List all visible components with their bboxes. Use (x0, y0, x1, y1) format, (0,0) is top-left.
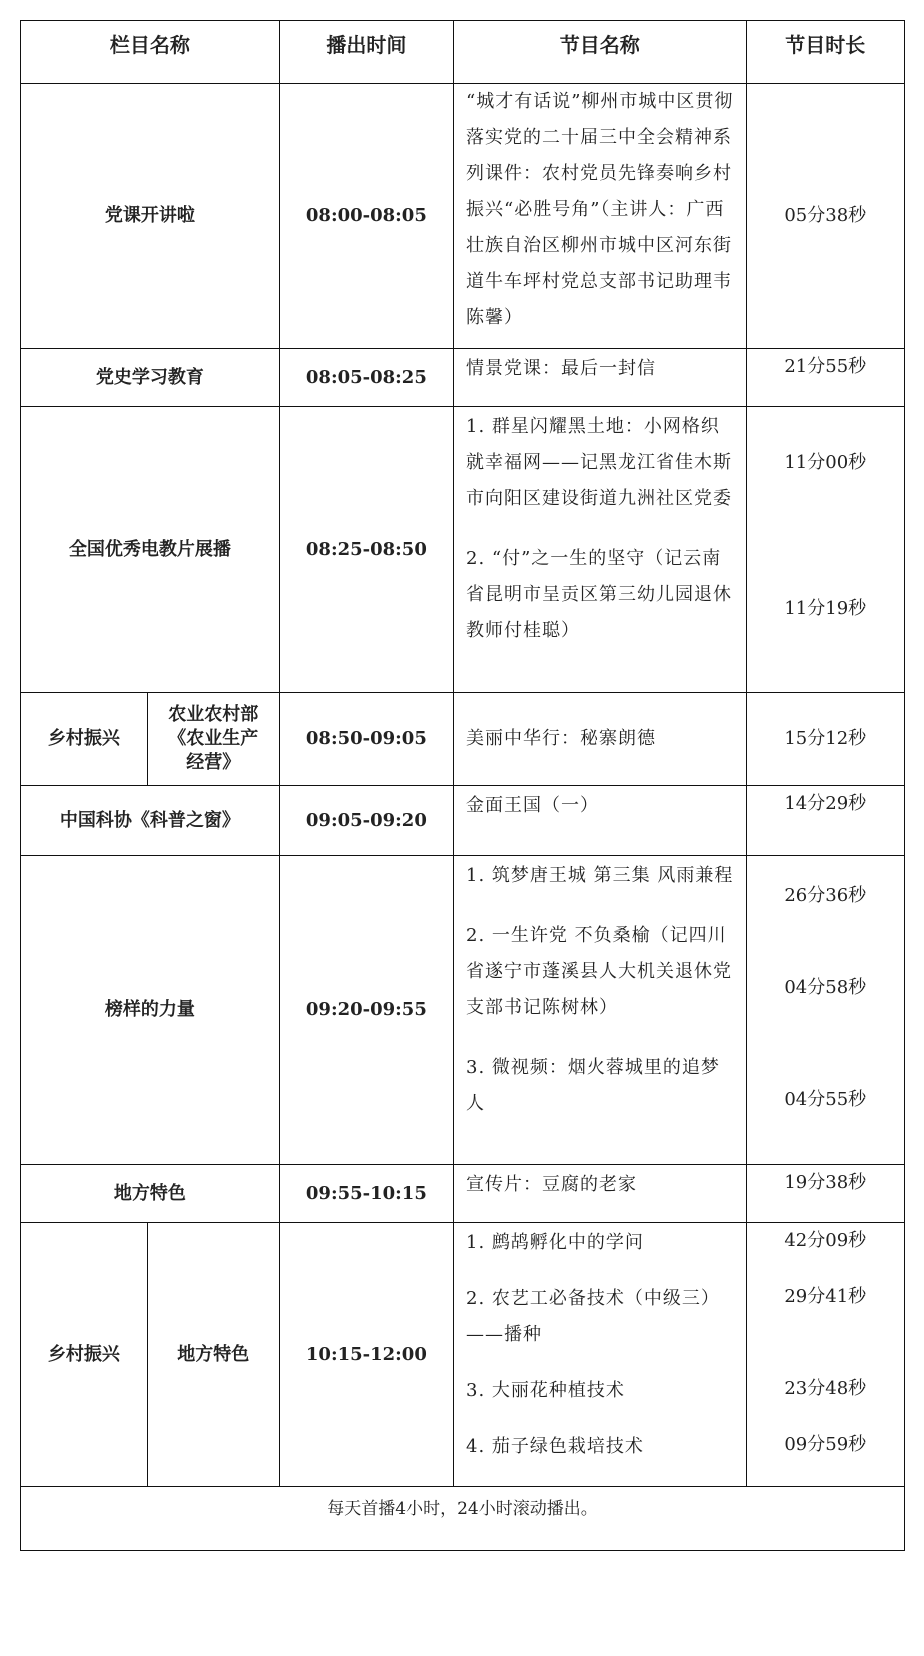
duration: 11分19秒 (784, 598, 867, 619)
duration: 04分58秒 (784, 977, 867, 998)
air-time: 09:05-09:20 (279, 786, 453, 856)
program-item: 2. 一生许党 不负桑榆（记四川省遂宁市蓬溪县人大机关退休党支部书记陈树林） (466, 925, 732, 1018)
column-name: 乡村振兴 (21, 693, 148, 786)
program-item: 3. 微视频：烟火蓉城里的追梦人 (466, 1057, 720, 1114)
program-item: 2. “付”之一生的坚守（记云南省昆明市呈贡区第三幼儿园退休教师付桂聪） (466, 548, 732, 641)
column-name: 全国优秀电教片展播 (21, 407, 280, 693)
column-name: 乡村振兴 (21, 1223, 148, 1487)
program-list (454, 1223, 747, 1487)
air-time: 08:25-08:50 (279, 407, 453, 693)
air-time: 08:50-09:05 (279, 693, 453, 786)
duration: 15分12秒 (746, 693, 904, 786)
table-row (21, 84, 905, 349)
program-item: 4. 茄子绿色栽培技术 (466, 1436, 644, 1457)
table-row (21, 1165, 905, 1223)
footer-note: 每天首播4小时，24小时滚动播出。 (21, 1487, 905, 1551)
program-name: 美丽中华行：秘寨朗德 (454, 693, 747, 786)
air-time: 08:00-08:05 (279, 84, 453, 349)
duration: 23分48秒 (784, 1378, 867, 1399)
header-row (21, 21, 905, 84)
duration: 26分36秒 (784, 885, 867, 906)
table-row (21, 349, 905, 407)
program-list (454, 407, 747, 693)
program-name: 金面王国（一） (454, 786, 747, 856)
program-name: “城才有话说”柳州市城中区贯彻落实党的二十届三中全会精神系列课件：农村党员先锋奏响乡村振兴“必胜号角”（主讲人：广西壮族自治区柳州市城中区河东街道牛车坪村党总支部书记助理韦陈馨） (454, 84, 747, 349)
program-name: 情景党课：最后一封信 (454, 349, 747, 407)
program-item: 1. 鹧鸪孵化中的学问 (466, 1232, 644, 1253)
duration: 21分55秒 (746, 349, 904, 407)
program-item: 1. 群星闪耀黑土地：小网格织就幸福网——记黑龙江省佳木斯市向阳区建设街道九洲社区党委 (466, 416, 732, 509)
sub-column-name: 农业农村部《农业生产经营》 (147, 693, 279, 786)
duration-list (746, 856, 904, 1165)
header-duration: 节目时长 (746, 21, 904, 84)
column-name: 地方特色 (21, 1165, 280, 1223)
column-name: 党课开讲啦 (21, 84, 280, 349)
table-row (21, 1223, 905, 1487)
header-column-name: 栏目名称 (21, 21, 280, 84)
duration: 11分00秒 (784, 452, 867, 473)
program-item: 3. 大丽花种植技术 (466, 1380, 625, 1401)
duration: 29分41秒 (784, 1286, 867, 1307)
table-row (21, 407, 905, 693)
program-name: 宣传片：豆腐的老家 (454, 1165, 747, 1223)
column-name: 榜样的力量 (21, 856, 280, 1165)
duration-list (746, 407, 904, 693)
program-item: 1. 筑梦唐王城 第三集 风雨兼程 (466, 865, 734, 886)
air-time: 10:15-12:00 (279, 1223, 453, 1487)
column-name: 党史学习教育 (21, 349, 280, 407)
footer-row (21, 1487, 905, 1551)
program-item: 2. 农艺工必备技术（中级三）——播种 (466, 1288, 720, 1345)
air-time: 09:20-09:55 (279, 856, 453, 1165)
duration: 42分09秒 (784, 1230, 867, 1251)
sub-column-name: 地方特色 (147, 1223, 279, 1487)
duration: 04分55秒 (784, 1089, 867, 1110)
program-list (454, 856, 747, 1165)
air-time: 08:05-08:25 (279, 349, 453, 407)
table-row (21, 856, 905, 1165)
duration: 05分38秒 (746, 84, 904, 349)
duration-list (746, 1223, 904, 1487)
table-row (21, 693, 905, 786)
air-time: 09:55-10:15 (279, 1165, 453, 1223)
column-name: 中国科协《科普之窗》 (21, 786, 280, 856)
table-row (21, 786, 905, 856)
header-time: 播出时间 (279, 21, 453, 84)
duration: 09分59秒 (784, 1434, 867, 1455)
duration: 14分29秒 (746, 786, 904, 856)
schedule-table (20, 20, 905, 1551)
header-program: 节目名称 (454, 21, 747, 84)
duration: 19分38秒 (746, 1165, 904, 1223)
